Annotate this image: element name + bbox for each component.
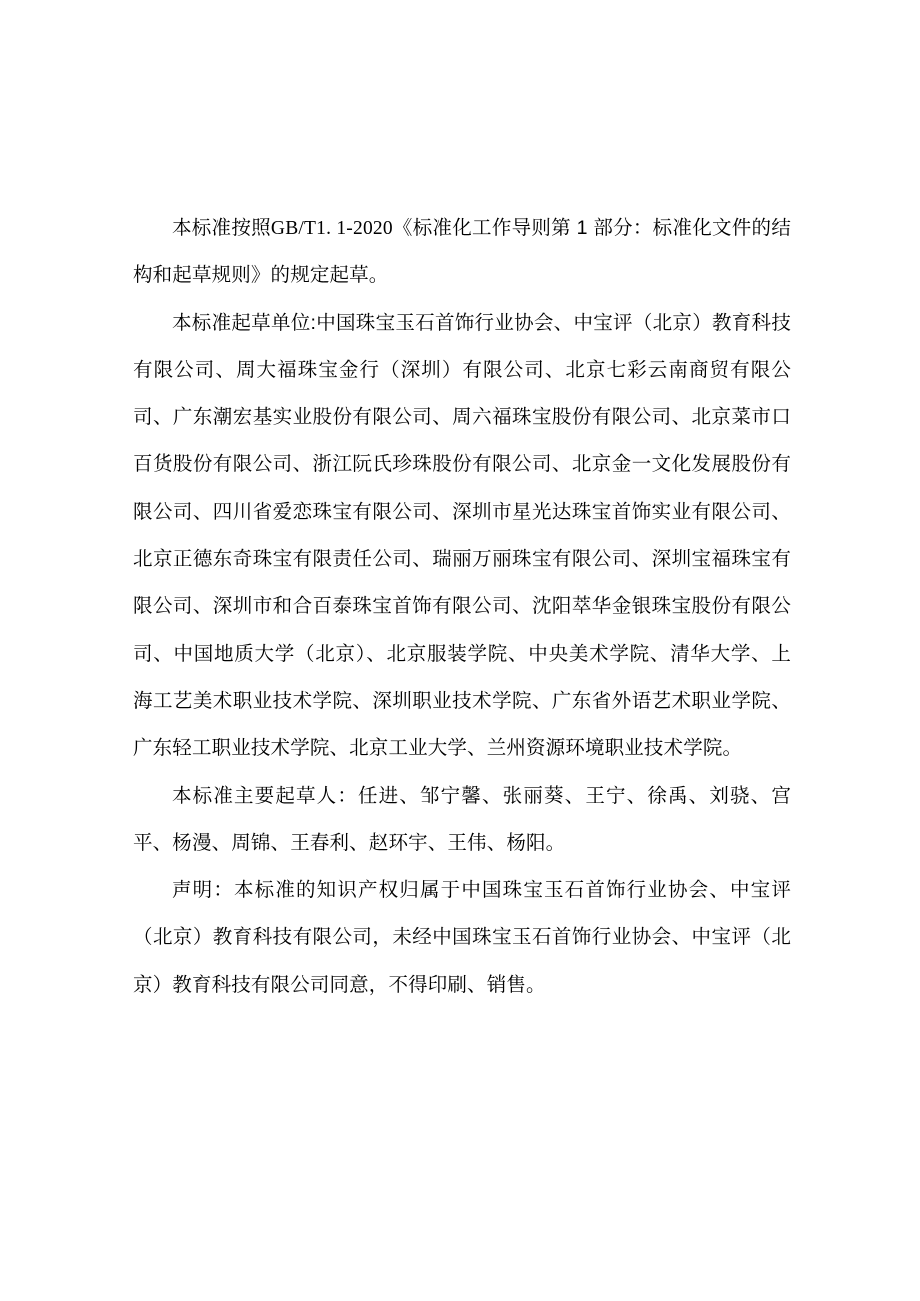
- paragraph-statement: 声明：本标准的知识产权归属于中国珠宝玉石首饰行业协会、中宝评（北京）教育科技有限公司，未经中国珠宝玉石首饰行业协会、中宝评（北京）教育科技有限公司同意，不得印刷、销售。: [133, 879, 791, 996]
- foreword-text-body: [133, 205, 791, 1009]
- drafting-rule-lead: 本标准按照: [172, 217, 271, 239]
- paragraph-drafting-units: 本标准起草单位:中国珠宝玉石首饰行业协会、中宝评（北京）教育科技有限公司、周大福珠宝金行（深圳）有限公司、北京七彩云南商贸有限公司、广东潮宏基实业股份有限公司、周六福珠宝股份有限公司、北京菜市口百货股份有限公司、浙江阮氏珍珠股份有限公司、北京金一文化发展股份有限公司、四川省爱恋珠宝有限公司、深圳市星光达珠宝首饰实业有限公司、北京正德东奇珠宝有限责任公司、瑞丽万丽珠宝有限公司、深圳宝福珠宝有限公司、深圳市和合百泰珠宝首饰有限公司、沈阳萃华金银珠宝股份有限公司、中国地质大学（北京）、北京服装学院、中央美术学院、清华大学、上海工艺美术职业技术学院、深圳职业技术学院、广东省外语艺术职业学院、广东轻工职业技术学院、北京工业大学、兰州资源环境职业技术学院。: [133, 311, 791, 760]
- drafting-rule-tail: 《标准化工作导则第 1 部分：标准化文件的结构和起草规则》的规定起草。: [133, 217, 791, 287]
- paragraph-main-drafters: 本标准主要起草人：任进、邹宁馨、张丽葵、王宁、徐禹、刘骁、宫平、杨漫、周锦、王春利、赵环宇、王伟、杨阳。: [133, 784, 791, 854]
- standard-number: GB/T1. 1-2020: [270, 218, 393, 239]
- paragraph-drafting-rule: [133, 205, 791, 300]
